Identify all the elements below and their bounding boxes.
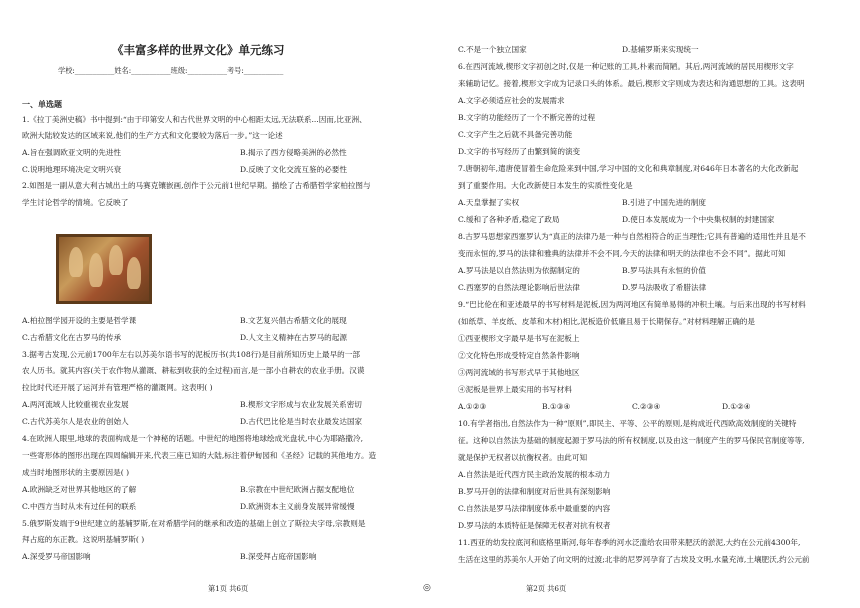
question-4-line-2: 一些寄形体的图形出现在四周编辑开来,代表三座已知的大陆,标注着伊甸园和《圣经》记载的其他地方。造	[22, 451, 377, 460]
q7-option-d[interactable]: D.使日本发展成为一个中央集权制的封建国家	[622, 215, 775, 224]
q4-option-c[interactable]: C.中西方当时从未有过任何的联系	[22, 502, 137, 511]
q3-option-d[interactable]: D.古代巴比伦是当时农业最发达国家	[240, 417, 363, 426]
q9-statement-2: ②文化特色形成受特定自然条件影响	[458, 351, 580, 360]
question-8-line-2: 变而永恒的,罗马的法律和雅典的法律并不会不同,今天的法律和明天的法律也不会不同”。据此可知	[458, 249, 786, 258]
q2-option-b[interactable]: B.文艺复兴倡古希腊文化的展现	[240, 316, 347, 325]
q9-option-b[interactable]: B.①③④	[542, 402, 571, 411]
q4-option-b[interactable]: B.宗教在中世纪欧洲占据支配地位	[240, 485, 355, 494]
question-8-line-1: 8.古罗马思想家西塞罗认为“真正的法律乃是一种与自然相符合的正当理性;它具有普遍的适用性并且是不	[458, 232, 806, 241]
question-6-line-1: 6.在西河流域,楔形文字初创之时,仅是一种记账的工具,朴素而简陋。其后,两河流域的居民用楔形文字	[458, 62, 794, 71]
q6-option-c[interactable]: C.文字产生之后就不具备完善功能	[458, 130, 573, 139]
q3-option-c[interactable]: C.古代苏美尔人是农业的创始人	[22, 417, 129, 426]
question-10-line-1: 10.有学者指出,自然法作为一种“原则”,即民主、平等、公平的原则,是构成近代西欧高效制度的关键特	[458, 419, 797, 428]
q1-option-a[interactable]: A.旨在强调欧亚文明的先进性	[22, 148, 122, 157]
q10-option-d[interactable]: D.罗马法的本质特征是保障无权者对抗有权者	[458, 521, 611, 530]
question-10-line-3: 就是保护无权者以抗衡权者。由此可知	[458, 453, 588, 462]
q1-option-b[interactable]: B.揭示了西方侵略美洲的必然性	[240, 148, 347, 157]
page-number-left: 第1页 共6页	[208, 584, 249, 593]
q4-option-d[interactable]: D.欧洲资本主义前身发展异常缓慢	[240, 502, 355, 511]
question-10-line-2: 征。这种以自然法为基础的制度起源于罗马法的所有权制度,以及由这一制度产生的罗马保民官制度等等,	[458, 436, 805, 445]
question-1-line-1: 1.《拉丁美洲史稿》书中提到:“由于印第安人和古代世界文明的中心相距太远,无法联系...因而,比亚洲、	[22, 115, 367, 124]
q9-statement-4: ④泥板是世界上最实用的书写材料	[458, 385, 572, 394]
q1-option-d[interactable]: D.反映了文化交流互鉴的必要性	[240, 165, 347, 174]
page-title: 《丰富多样的世界文化》单元练习	[112, 43, 285, 57]
question-3-line-3: 拉比时代还开展了运河并有管理严格的灌溉网。这表明( )	[22, 383, 213, 392]
q5-option-c[interactable]: C.不是一个独立国家	[458, 45, 527, 54]
q2-option-d[interactable]: D.人文主义精神在古罗马的起源	[240, 333, 347, 342]
q8-option-a[interactable]: A.罗马法是以自然法则为依据制定的	[458, 266, 580, 275]
q7-option-a[interactable]: A.天皇掌握了实权	[458, 198, 520, 207]
question-3-line-2: 农人历书。就其内容(关于农作物从灌溉、耕耘到收获的全过程)而言,是一部小自耕农的农业手册。汉谟	[22, 366, 365, 375]
q2-option-c[interactable]: C.古希腊文化在古罗马的传承	[22, 333, 122, 342]
q9-option-a[interactable]: A.①②③	[458, 402, 487, 411]
question-2-line-2: 学生讨论哲学的情境。它反映了	[22, 198, 129, 207]
student-info-line: 学校:___________姓名:___________班级:___________考号:___________	[58, 66, 284, 75]
q8-option-c[interactable]: C.西塞罗的自然法理论影响后世法律	[458, 283, 580, 292]
q9-option-d[interactable]: D.①②④	[722, 402, 751, 411]
page-separator-icon: ◎	[423, 583, 431, 593]
question-7-line-2: 到了重要作用。大化改新使日本发生的实质性变化是	[458, 181, 633, 190]
q10-option-b[interactable]: B.罗马开创的法律和制度对后世具有深刻影响	[458, 487, 611, 496]
q6-option-a[interactable]: A.文字必须适应社会的发展需求	[458, 96, 565, 105]
question-6-line-2: 来辅助记忆。接着,楔形文字成为记录口头的体系。最后,楔形文字则成为表达和沟通思想的工具。这表明	[458, 79, 805, 88]
q9-option-c[interactable]: C.②③④	[632, 402, 661, 411]
mosaic-painting-image	[56, 234, 152, 304]
q3-option-a[interactable]: A.两河流域人比较重视农业发展	[22, 400, 129, 409]
question-2-line-1: 2.如图是一副从意大利古城出土的马赛克镶嵌画,创作于公元前1世纪早期。描绘了古希腊哲学家柏拉图与	[22, 181, 371, 190]
q6-option-d[interactable]: D.文字的书写经历了由繁到简的演变	[458, 147, 581, 156]
q9-statement-1: ①西亚楔形文字最早是书写在泥板上	[458, 334, 580, 343]
q9-statement-3: ③两河流域的书写形式早于其他地区	[458, 368, 580, 377]
section-heading: 一、单选题	[22, 99, 62, 109]
question-9-line-1: 9.“巴比伦在和亚述最早的书写材料是泥板,因为两河地区有简单易得的冲积土壤。与后来出现的书写材料	[458, 300, 806, 309]
question-5-line-2: 拜占庭的东正教。这说明基辅罗斯( )	[22, 535, 145, 544]
question-4-line-1: 4.在欧洲人眼里,地球的表面构成是一个神秘的话题。中世纪的地图将地球绘成光盘状,中心为耶路撒冷,	[22, 434, 364, 443]
q7-option-c[interactable]: C.缓和了各种矛盾,稳定了政局	[458, 215, 560, 224]
q10-option-c[interactable]: C.自然法是罗马法律制度体系中最重要的内容	[458, 504, 611, 513]
question-9-line-2: (如纸草、羊皮纸、皮革和木材)相比,泥板造价低廉且易于长期保存。”对材料理解正确的是	[458, 317, 755, 326]
question-4-line-3: 成当时地图形状的主要原因是( )	[22, 468, 130, 477]
question-11-line-1: 11.西亚的幼发拉底河和底格里斯河,每年春季的河水泛滥给农田带来肥沃的淤泥,大约在公元前4300年,	[458, 538, 801, 547]
q4-option-a[interactable]: A.欧洲缺乏对世界其他地区的了解	[22, 485, 137, 494]
q1-option-c[interactable]: C.说明地理环境决定文明兴衰	[22, 165, 122, 174]
question-1-line-2: 欧洲大陆较发达的区域来说,他们的生产方式和文化要较为落后一步。”这一论述	[22, 131, 283, 140]
q10-option-a[interactable]: A.自然法是近代西方民主政治发展的根本动力	[458, 470, 611, 479]
q7-option-b[interactable]: B.引进了中国先进的制度	[622, 198, 706, 207]
q5-option-d[interactable]: D.基辅罗斯来实现统一	[622, 45, 699, 54]
q3-option-b[interactable]: B.楔形文字形成与农业发展关系密切	[240, 400, 362, 409]
q5-option-b[interactable]: B.深受拜占庭帝国影响	[240, 552, 317, 561]
q5-option-a[interactable]: A.深受罗马帝国影响	[22, 552, 91, 561]
q8-option-d[interactable]: D.罗马法吸收了希腊法律	[622, 283, 707, 292]
q8-option-b[interactable]: B.罗马法具有永恒的价值	[622, 266, 706, 275]
question-7-line-1: 7.唐朝初年,遣唐使冒着生命危险来到中国,学习中国的文化和典章制度,对646年日本著名的大化改新起	[458, 164, 799, 173]
page-number-right: 第2页 共6页	[526, 584, 567, 593]
question-11-line-2: 生活在这里的苏美尔人开始了向文明的过渡;北非的尼罗河孕育了古埃及文明,水量充沛,土壤肥沃,约公元前	[458, 555, 810, 564]
question-3-line-1: 3.据考古发现,公元前1700年左右以苏美尔语书写的泥板历书(共108行)是目前所知历史上最早的一部	[22, 350, 360, 359]
question-5-line-1: 5.俄罗斯发端于9世纪建立的基辅罗斯,在对希腊学问的继承和改造的基础上创立了斯拉夫字母,宗教则是	[22, 519, 366, 528]
q2-option-a[interactable]: A.柏拉图学园开设的主要是哲学课	[22, 316, 137, 325]
q6-option-b[interactable]: B.文字的功能经历了一个不断完善的过程	[458, 113, 596, 122]
